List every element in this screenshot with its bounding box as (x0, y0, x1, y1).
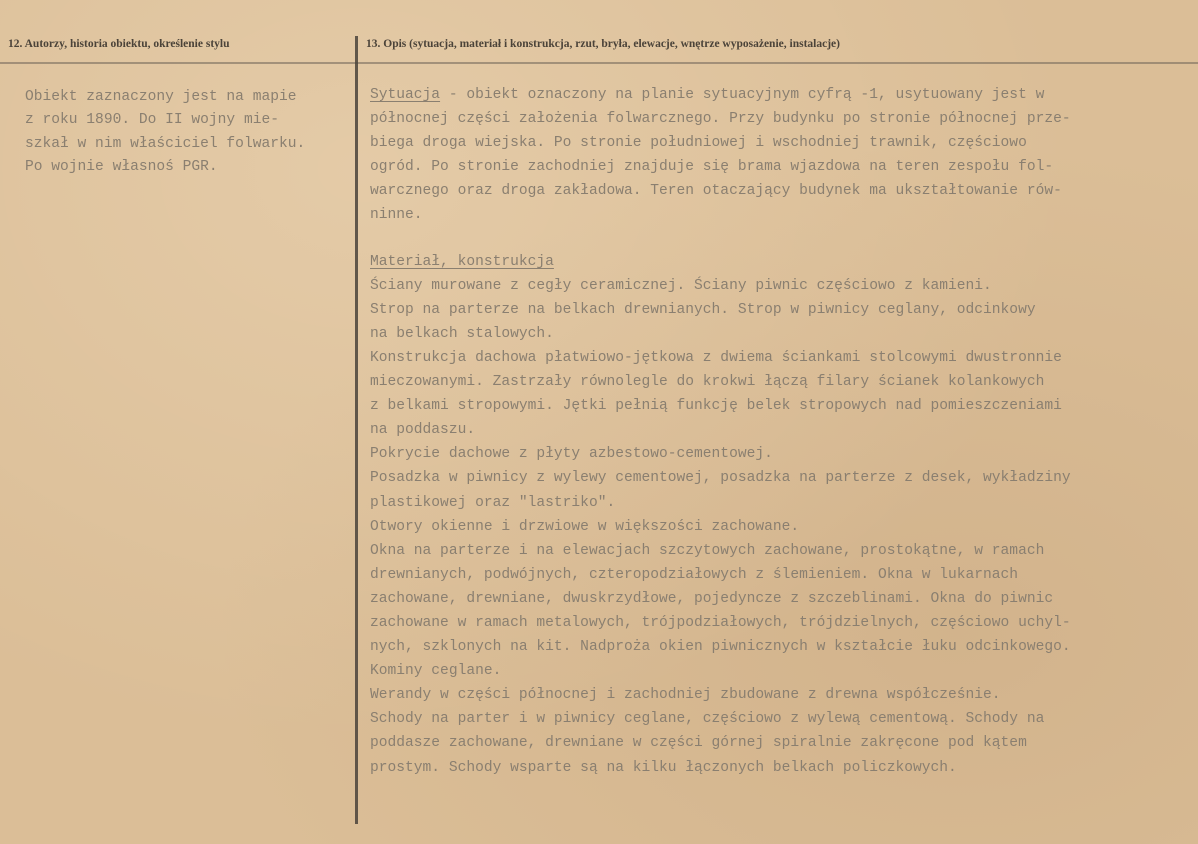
situation-line: północnej części założenia folwarcznego. Przy budynku po stronie północnej prze- (370, 111, 1071, 128)
material-line: plastikowej oraz "lastriko". (370, 494, 616, 511)
situation-paragraph (370, 83, 1190, 228)
material-line: Otwory okienne i drzwiowe w większości zachowane. (370, 518, 800, 535)
description-text (370, 83, 1190, 780)
material-line: nych, szklonych na kit. Nadproża okien piwnicznych w kształcie łuku odcinkowego. (370, 639, 1071, 656)
situation-line: warcznego oraz droga zakładowa. Teren otaczający budynek ma ukształtowanie rów- (370, 183, 1062, 200)
situation-line: ninne. (370, 207, 423, 224)
material-line: Ściany murowane z cegły ceramicznej. Ściany piwnic częściowo z kamieni. (370, 277, 992, 294)
material-heading: Materiał, konstrukcja (370, 253, 554, 270)
history-text (25, 86, 345, 180)
material-line: z belkami stropowymi. Jętki pełnią funkcję belek stropowych nad pomieszczeniami (370, 398, 1062, 415)
history-line: Obiekt zaznaczony jest na mapie (25, 89, 297, 105)
material-line: na belkach stalowych. (370, 325, 554, 342)
section-13-header: 13. Opis (sytuacja, materiał i konstrukcja, rzut, bryła, elewacje, wnętrze wyposażenie, instalacje) (366, 38, 840, 50)
history-line: z roku 1890. Do II wojny mie- (25, 112, 279, 129)
section-12-header: 12. Autorzy, historia obiektu, określenie stylu (8, 38, 230, 50)
header-rule (0, 62, 1198, 64)
situation-heading: Sytuacja (370, 87, 441, 103)
material-line: Kominy ceglane. (370, 663, 502, 680)
material-line: Okna na parterze i na elewacjach szczytowych zachowane, prostokątne, w ramach (370, 542, 1045, 559)
situation-line: ogród. Po stronie zachodniej znajduje się brama wjazdowa na teren zespołu fol- (370, 159, 1054, 176)
material-line: Posadzka w piwnicy z wylewy cementowej, posadzka na parterze z desek, wykładziny (370, 470, 1071, 487)
material-line: prostym. Schody wsparte są na kilku łączonych belkach policzkowych. (370, 759, 957, 776)
material-line: zachowane, drewniane, dwuskrzydłowe, pojedyncze z szczeblinami. Okna do piwnic (370, 590, 1054, 607)
material-line: Pokrycie dachowe z płyty azbestowo-cementowej. (370, 446, 773, 463)
situation-line-text: - obiekt oznaczony na planie sytuacyjnym cyfrą -1, usytuowany jest w (440, 87, 1045, 103)
history-line: szkał w nim właściciel folwarku. (25, 135, 306, 152)
situation-line (370, 83, 1190, 107)
situation-line: biega droga wiejska. Po stronie południowej i wschodniej trawnik, częściowo (370, 135, 1027, 152)
material-line: zachowane w ramach metalowych, trójpodziałowych, trójdzielnych, częściowo uchyl- (370, 614, 1071, 631)
material-line: poddasze zachowane, drewniane w części górnej spiralnie zakręcone pod kątem (370, 735, 1027, 752)
material-line: Strop na parterze na belkach drewnianych. Strop w piwnicy ceglany, odcinkowy (370, 301, 1036, 318)
material-line: na poddaszu. (370, 422, 476, 439)
material-line: Werandy w części północnej i zachodniej zbudowane z drewna współcześnie. (370, 687, 1001, 704)
material-paragraph (370, 274, 1190, 780)
material-line: Konstrukcja dachowa płatwiowo-jętkowa z dwiema ściankami stolcowymi dwustronnie (370, 349, 1062, 366)
material-line: drewnianych, podwójnych, czteropodziałowych z ślemieniem. Okna w lukarnach (370, 566, 1019, 583)
history-line: Po wojnie własnoś PGR. (25, 159, 218, 176)
material-line: mieczowanymi. Zastrzały równolegle do krokwi łączą filary ścianek kolankowych (370, 374, 1045, 391)
paragraph-gap (370, 228, 1190, 250)
column-divider (355, 36, 358, 824)
material-line: Schody na parter i w piwnicy ceglane, częściowo z wylewą cementową. Schody na (370, 711, 1045, 728)
